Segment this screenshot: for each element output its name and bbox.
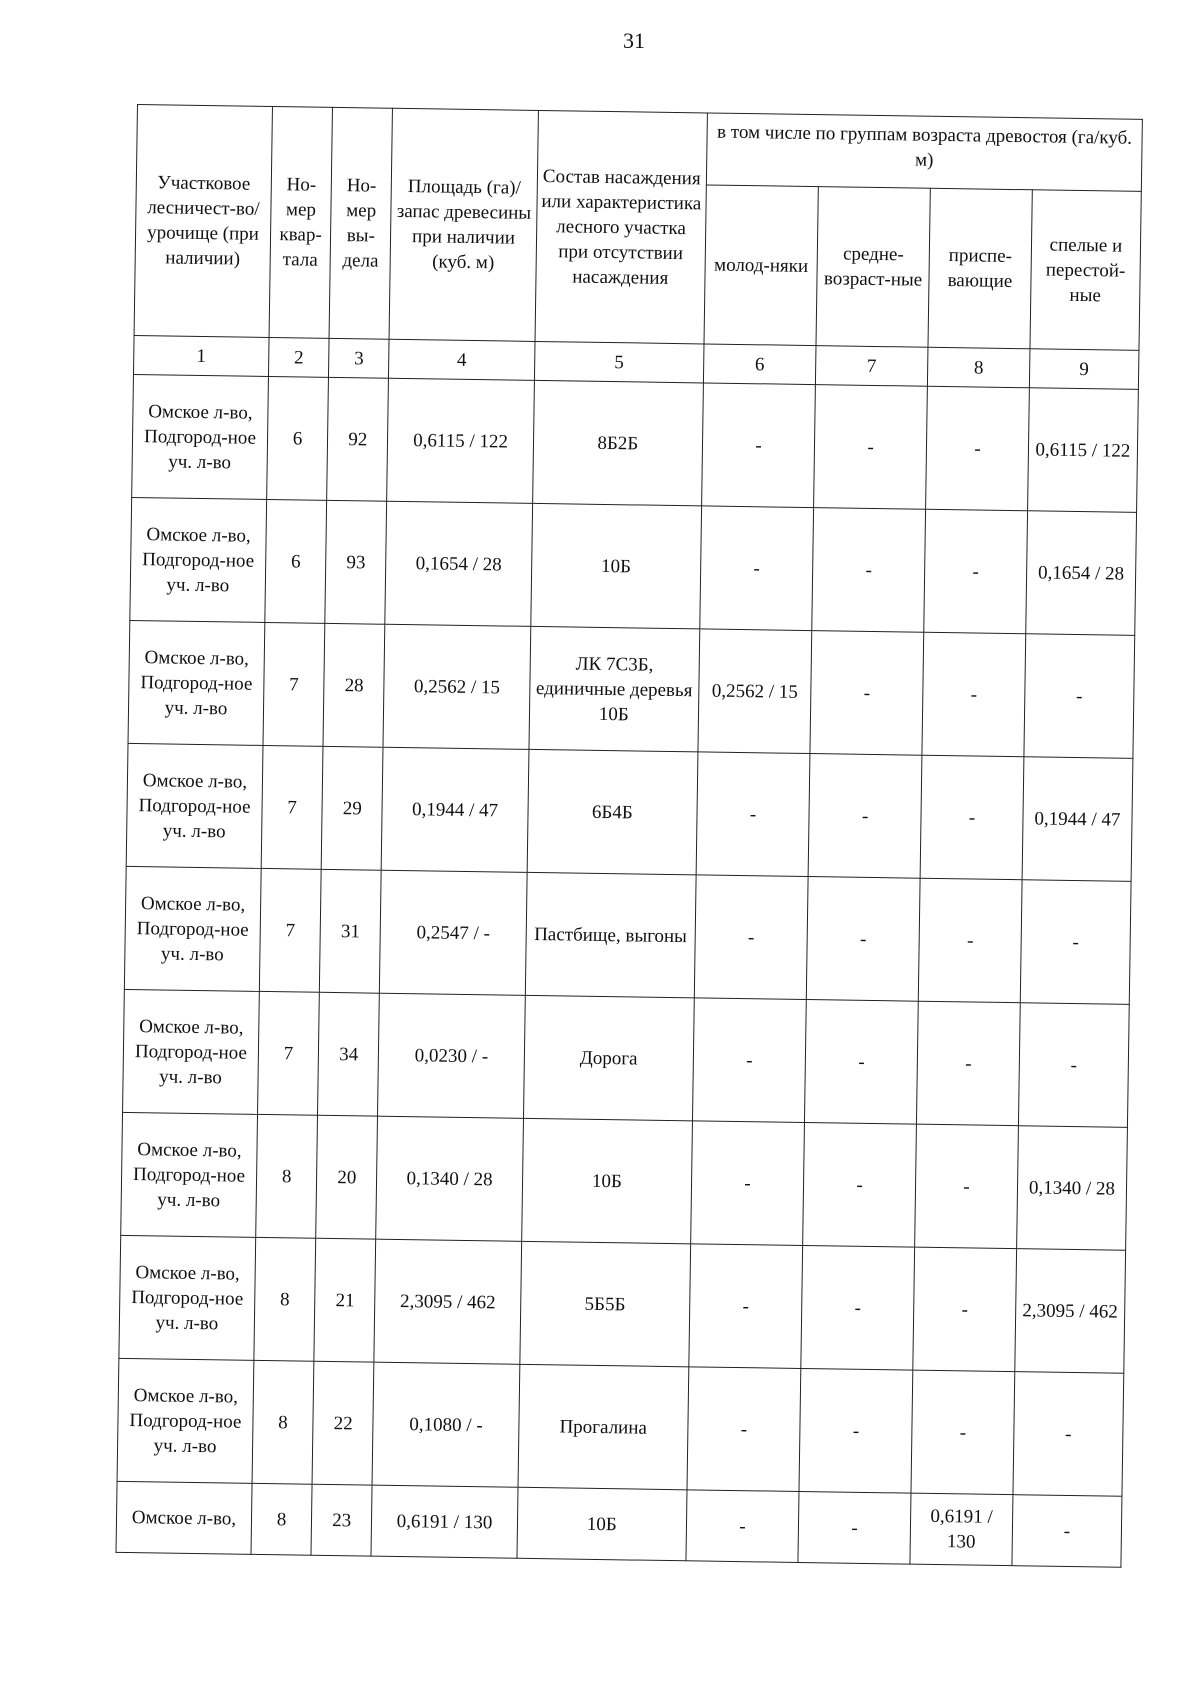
cell-area: 0,1340 / 28 — [376, 1116, 523, 1241]
cell-middle: - — [798, 1491, 911, 1564]
cell-area: 0,6191 / 130 — [371, 1485, 517, 1558]
cell-quarter: 8 — [256, 1114, 318, 1238]
table-row — [116, 1481, 1122, 1567]
cell-composition: 6Б4Б — [527, 749, 698, 874]
cell-forestry: Омское л-во, Подгород-ное уч. л-во — [119, 1235, 256, 1360]
cell-forestry: Омское л-во, Подгород-ное уч. л-во — [121, 1112, 258, 1237]
cell-maturing: 0,6191 / 130 — [910, 1493, 1013, 1566]
column-number: 3 — [329, 338, 390, 378]
table-row — [123, 989, 1130, 1127]
cell-mature: - — [1024, 634, 1135, 759]
cell-area: 2,3095 / 462 — [374, 1239, 521, 1364]
header-age-group: в том числе по группам возраста древостоя (га/куб. м) — [706, 113, 1142, 191]
table-row — [117, 1358, 1124, 1496]
forest-plots-table — [116, 104, 1143, 1568]
table-row — [132, 374, 1139, 512]
cell-middle: - — [812, 508, 926, 633]
header-section: Но-мер вы-дела — [329, 107, 393, 339]
cell-middle: - — [801, 1246, 915, 1371]
cell-maturing: - — [924, 509, 1028, 633]
header-mature: спелые и перестой-ные — [1030, 190, 1141, 351]
cell-forestry: Омское л-во, — [116, 1481, 252, 1554]
cell-composition: 10Б — [521, 1118, 692, 1243]
cell-mature: 0,1654 / 28 — [1026, 511, 1137, 636]
header-middle: средне-возраст-ные — [816, 187, 930, 348]
cell-middle: - — [808, 754, 922, 879]
cell-forestry: Омское л-во, Подгород-ное уч. л-во — [126, 743, 263, 868]
cell-area: 0,2562 / 15 — [383, 624, 530, 749]
cell-quarter: 7 — [263, 622, 325, 746]
cell-young: - — [687, 1367, 801, 1492]
column-number: 4 — [389, 339, 535, 380]
column-number: 1 — [133, 335, 269, 376]
cell-section: 31 — [319, 869, 381, 993]
header-row — [136, 105, 1142, 192]
header-maturing: приспе-вающие — [928, 188, 1032, 348]
cell-quarter: 6 — [265, 499, 327, 623]
column-number: 8 — [928, 347, 1030, 388]
header-composition: Состав насаждения или характеристика лесного участка при отсутствии насаждения — [535, 110, 708, 343]
cell-section: 93 — [325, 500, 387, 624]
table-row — [126, 743, 1133, 881]
cell-middle: - — [806, 877, 920, 1002]
cell-young: - — [700, 506, 814, 631]
cell-mature: - — [1012, 1495, 1122, 1568]
cell-quarter: 8 — [251, 1483, 312, 1555]
header-quarter: Но-мер квар-тала — [269, 107, 333, 339]
cell-section: 92 — [327, 377, 389, 501]
cell-quarter: 6 — [267, 376, 329, 500]
cell-maturing: - — [917, 1001, 1021, 1125]
cell-middle: - — [799, 1368, 913, 1493]
cell-middle: - — [814, 385, 928, 510]
cell-section: 23 — [311, 1484, 372, 1556]
table-row — [128, 620, 1135, 758]
cell-young: - — [691, 1121, 805, 1246]
cell-maturing: - — [922, 632, 1026, 756]
cell-area: 0,1080 / - — [372, 1362, 519, 1487]
cell-forestry: Омское л-во, Подгород-ное уч. л-во — [123, 989, 260, 1114]
header-area: Площадь (га)/запас древесины при наличии (куб. м) — [389, 108, 538, 341]
cell-maturing: - — [926, 386, 1030, 510]
column-number: 2 — [268, 337, 329, 377]
cell-composition: ЛК 7С3Б, единичные деревья 10Б — [529, 626, 700, 751]
cell-area: 0,1944 / 47 — [382, 747, 529, 872]
table-row — [130, 497, 1137, 635]
cell-composition: 8Б2Б — [532, 380, 703, 505]
cell-composition: 10Б — [517, 1487, 687, 1561]
cell-young: - — [692, 998, 806, 1123]
cell-section: 29 — [321, 746, 383, 870]
cell-forestry: Омское л-во, Подгород-ное уч. л-во — [128, 620, 265, 745]
cell-quarter: 7 — [261, 745, 323, 869]
cell-forestry: Омское л-во, Подгород-ное уч. л-во — [117, 1358, 254, 1483]
cell-middle: - — [803, 1123, 917, 1248]
cell-forestry: Омское л-во, Подгород-ное уч. л-во — [124, 866, 261, 991]
cell-composition: 5Б5Б — [520, 1241, 691, 1366]
cell-quarter: 8 — [254, 1237, 316, 1361]
cell-section: 34 — [318, 992, 380, 1116]
cell-area: 0,0230 / - — [378, 993, 525, 1118]
cell-forestry: Омское л-во, Подгород-ное уч. л-во — [132, 374, 269, 499]
table-row — [119, 1235, 1126, 1373]
cell-mature: 2,3095 / 462 — [1015, 1249, 1126, 1374]
cell-maturing: - — [918, 878, 1022, 1002]
cell-section: 28 — [323, 623, 385, 747]
cell-young: - — [689, 1244, 803, 1369]
cell-quarter: 7 — [257, 991, 319, 1115]
cell-quarter: 7 — [259, 868, 321, 992]
cell-composition: Дорога — [523, 995, 694, 1120]
cell-maturing: - — [913, 1247, 1017, 1371]
cell-composition: Прогалина — [518, 1364, 689, 1489]
cell-maturing: - — [911, 1370, 1015, 1494]
cell-section: 22 — [312, 1361, 374, 1485]
cell-mature: 0,6115 / 122 — [1027, 388, 1138, 513]
cell-forestry: Омское л-во, Подгород-ное уч. л-во — [130, 497, 267, 622]
cell-area: 0,2547 / - — [380, 870, 527, 995]
cell-maturing: - — [920, 755, 1024, 879]
cell-young: - — [696, 752, 810, 877]
cell-area: 0,1654 / 28 — [385, 501, 532, 626]
cell-mature: - — [1018, 1003, 1129, 1128]
column-number: 6 — [703, 344, 816, 385]
page-number: 31 — [623, 28, 645, 53]
cell-quarter: 8 — [252, 1360, 314, 1484]
cell-mature: 0,1340 / 28 — [1016, 1126, 1127, 1251]
header-young: молод-няки — [704, 185, 818, 346]
cell-young: - — [686, 1490, 799, 1563]
cell-middle: - — [810, 631, 924, 756]
cell-maturing: - — [915, 1124, 1019, 1248]
cell-section: 21 — [314, 1238, 376, 1362]
cell-composition: Пастбище, выгоны — [525, 872, 696, 997]
cell-mature: - — [1020, 880, 1131, 1005]
table-row — [124, 866, 1131, 1004]
cell-young: - — [702, 383, 816, 508]
cell-area: 0,6115 / 122 — [387, 378, 534, 503]
cell-middle: - — [804, 1000, 918, 1125]
cell-section: 20 — [316, 1115, 378, 1239]
cell-mature: 0,1944 / 47 — [1022, 757, 1133, 882]
cell-young: - — [694, 875, 808, 1000]
table-row — [121, 1112, 1128, 1250]
cell-young: 0,2562 / 15 — [698, 629, 812, 754]
cell-composition: 10Б — [530, 503, 701, 628]
column-number: 5 — [534, 341, 704, 383]
header-forestry: Участковое лесничест-во/урочище (при наличии) — [134, 105, 272, 338]
column-number: 7 — [815, 346, 928, 387]
column-number: 9 — [1029, 349, 1139, 390]
cell-mature: - — [1013, 1372, 1124, 1497]
